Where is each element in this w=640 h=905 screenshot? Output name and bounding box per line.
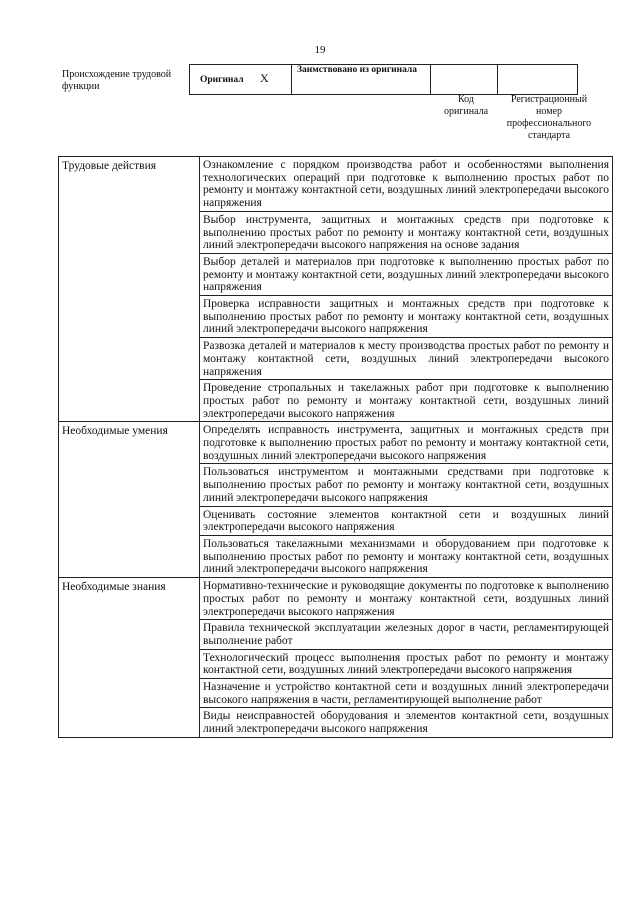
original-cell <box>190 65 292 95</box>
section-item: Выбор деталей и материалов при подготовке к выполнению простых работ по ремонту и монтажу контактной сети, воздушных линий электропередачи высокого напряжения <box>200 253 613 295</box>
section-item: Оценивать состояние элементов контактной сети и воздушных линий электропередачи высокого напряжения <box>200 506 613 535</box>
section-item: Пользоваться инструментом и монтажными средствами при подготовке к выполнению простых работ по ремонту и монтажу контактной сети, воздушных линий электропередачи высокого напряжения <box>200 464 613 506</box>
section-item: Выбор инструмента, защитных и монтажных средств при подготовке к выполнению простых работ по ремонту и монтажу контактной сети, воздушных линий электропередачи высокого напряжения на основе задания <box>200 211 613 253</box>
section-item: Нормативно-технические и руководящие документы по подготовке к выполнению простых работ по ремонту и монтажу контактной сети, воздушных линий электропередачи высокого напряжения <box>200 578 613 620</box>
origin-table <box>189 64 578 95</box>
original-label: Оригинал <box>200 75 244 85</box>
page-number: 19 <box>314 44 326 56</box>
section-item: Пользоваться такелажными механизмами и оборудованием при подготовке к выполнению простых работ по ремонту и монтажу контактной сети, воздушных линий электропередачи высокого напряжения <box>200 535 613 577</box>
section-item: Развозка деталей и материалов к месту производства простых работ по ремонту и монтажу контактной сети, воздушных линий электропередачи высокого напряжения <box>200 338 613 380</box>
table-row <box>59 578 613 620</box>
section-item: Проверка исправности защитных и монтажных средств при подготовке к выполнению простых работ по ремонту и монтажу контактной сети, воздушных линий электропередачи высокого напряжения <box>200 296 613 338</box>
section-item: Виды неисправностей оборудования и элементов контактной сети, воздушных линий электропередачи высокого напряжения <box>200 708 613 737</box>
section-item: Технологический процесс выполнения простых работ по ремонту и монтажу контактной сети, воздушных линий электропередачи высокого напряжения <box>200 649 613 678</box>
section-title: Необходимые знания <box>59 578 200 738</box>
reg-caption: Регистрационный номер профессионального стандарта <box>506 94 592 141</box>
section-item: Проведение стропальных и такелажных работ при подготовке к выполнению простых работ по ремонту и монтажу контактной сети, воздушных линий электропередачи высокого напряжения <box>200 380 613 422</box>
section-item: Назначение и устройство контактной сети и воздушных линий электропередачи высокого напряжения в части, регламентирующей выполнение работ <box>200 679 613 708</box>
code-cell <box>431 65 498 95</box>
section-item: Правила технической эксплуатации железных дорог в части, регламентирующей выполнение работ <box>200 620 613 649</box>
section-item: Ознакомление с порядком производства работ и особенностями выполнения технологических операций при подготовке к выполнению простых работ по ремонту и монтажу контактной сети, воздушных линий электропередачи высокого напряжения <box>200 157 613 212</box>
reg-number-cell <box>498 65 578 95</box>
table-row <box>59 157 613 212</box>
origin-label: Происхождение трудовой функции <box>62 69 172 92</box>
table-row <box>59 422 613 464</box>
borrowed-label: Заимствовано из оригинала <box>292 65 431 95</box>
code-caption: Код оригинала <box>443 94 489 117</box>
section-item: Определять исправность инструмента, защитных и монтажных средств при подготовке к выполнению простых работ по ремонту и монтажу контактной сети, воздушных линий электропередачи высокого напряжения <box>200 422 613 464</box>
section-title: Трудовые действия <box>59 157 200 422</box>
labor-function-table <box>58 156 613 738</box>
section-title: Необходимые умения <box>59 422 200 578</box>
original-mark: X <box>259 71 269 85</box>
